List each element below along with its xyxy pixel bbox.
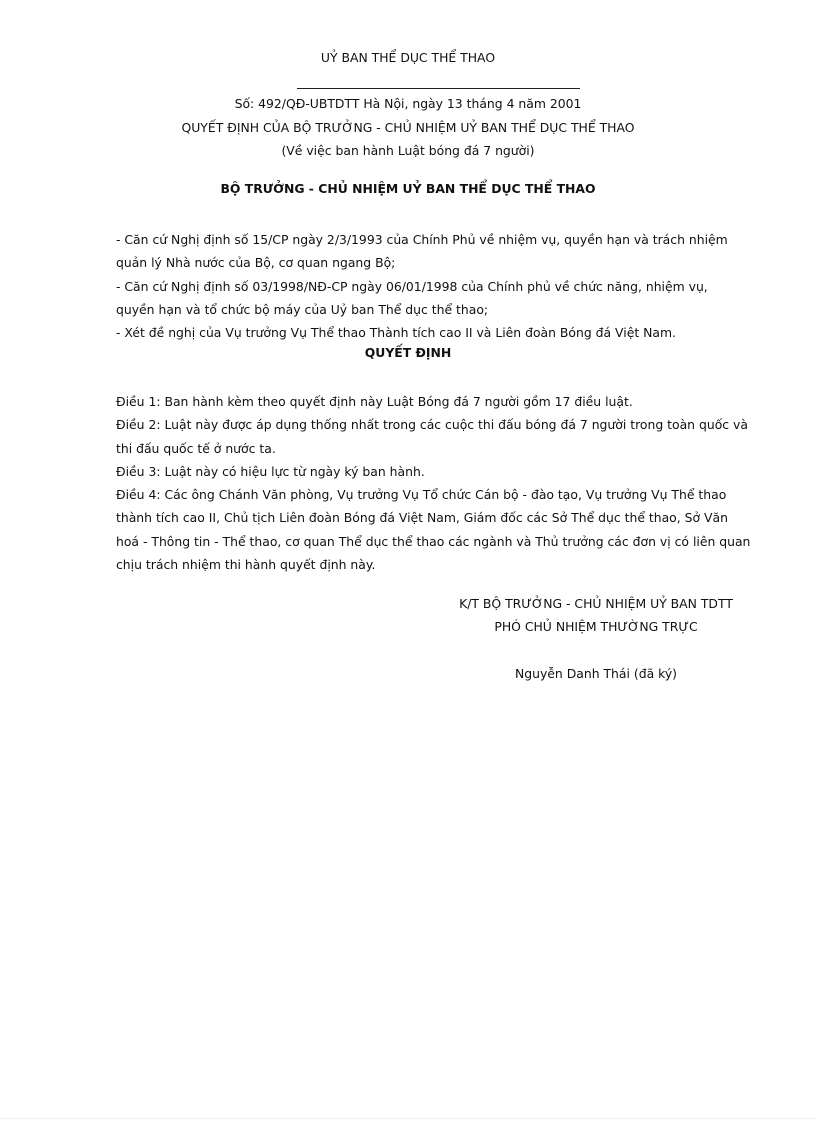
document-number-line: Số: 492/QĐ-UBTDTT Hà Nội, ngày 13 tháng 4 năm 2001 — [234, 96, 582, 111]
page-bottom-divider — [0, 1118, 816, 1119]
article-2-line: Điều 2: Luật này được áp dụng thống nhất trong các cuộc thi đấu bóng đá 7 người trong toàn quốc và — [116, 417, 748, 433]
article-1: Điều 1: Ban hành kèm theo quyết định này Luật Bóng đá 7 người gồm 17 điều luật. — [116, 394, 633, 409]
authority-heading: BỘ TRƯỞNG - CHỦ NHIỆM UỶ BAN THỂ DỤC THỂ THAO — [220, 181, 596, 196]
article-4-line: Điều 4: Các ông Chánh Văn phòng, Vụ trưởng Vụ Tổ chức Cán bộ - đào tạo, Vụ trưởng Vụ Thể thao — [116, 487, 727, 503]
signer-name: Nguyễn Danh Thái (đã ký) — [514, 666, 678, 681]
decision-title: QUYẾT ĐỊNH CỦA BỘ TRƯỞNG - CHỦ NHIỆM UỶ BAN THỂ DỤC THỂ THAO — [181, 120, 635, 135]
preamble-line: quản lý Nhà nước của Bộ, cơ quan ngang Bộ; — [116, 255, 396, 271]
preamble — [116, 228, 756, 344]
signature-position: PHÓ CHỦ NHIỆM THƯỜNG TRỰC — [494, 619, 698, 634]
agency-name: UỶ BAN THỂ DỤC THỂ THAO — [320, 50, 496, 65]
preamble-line: - Căn cứ Nghị định số 03/1998/NĐ-CP ngày 06/01/1998 của Chính phủ về chức năng, nhiệm vụ, — [116, 278, 708, 294]
preamble-line: quyền hạn và tổ chức bộ máy của Uỷ ban Thể dục thể thao; — [116, 301, 489, 317]
article-2-line: thi đấu quốc tế ở nước ta. — [116, 440, 276, 456]
decision-heading: QUYẾT ĐỊNH — [364, 345, 452, 360]
preamble-line: - Xét đề nghị của Vụ trưởng Vụ Thể thao Thành tích cao II và Liên đoàn Bóng đá Việt Nam. — [116, 325, 676, 341]
article-4-line: chịu trách nhiệm thi hành quyết định này. — [116, 557, 376, 573]
article-4-line: thành tích cao II, Chủ tịch Liên đoàn Bóng đá Việt Nam, Giám đốc các Sở Thể dục thể thao, Sở Văn — [116, 510, 728, 526]
preamble-line: - Căn cứ Nghị định số 15/CP ngày 2/3/1993 của Chính Phủ về nhiệm vụ, quyền hạn và trách nhiệm — [116, 232, 728, 247]
header-divider — [297, 88, 580, 89]
articles — [116, 390, 756, 576]
decision-subject: (Về việc ban hành Luật bóng đá 7 người) — [281, 143, 535, 158]
signature-title: K/T BỘ TRƯỞNG - CHỦ NHIỆM UỶ BAN TDTT — [459, 596, 733, 611]
article-3: Điều 3: Luật này có hiệu lực từ ngày ký ban hành. — [116, 463, 425, 479]
article-4-line: hoá - Thông tin - Thể thao, cơ quan Thể dục thể thao các ngành và Thủ trưởng các đơn vị có liên quan — [116, 533, 751, 549]
